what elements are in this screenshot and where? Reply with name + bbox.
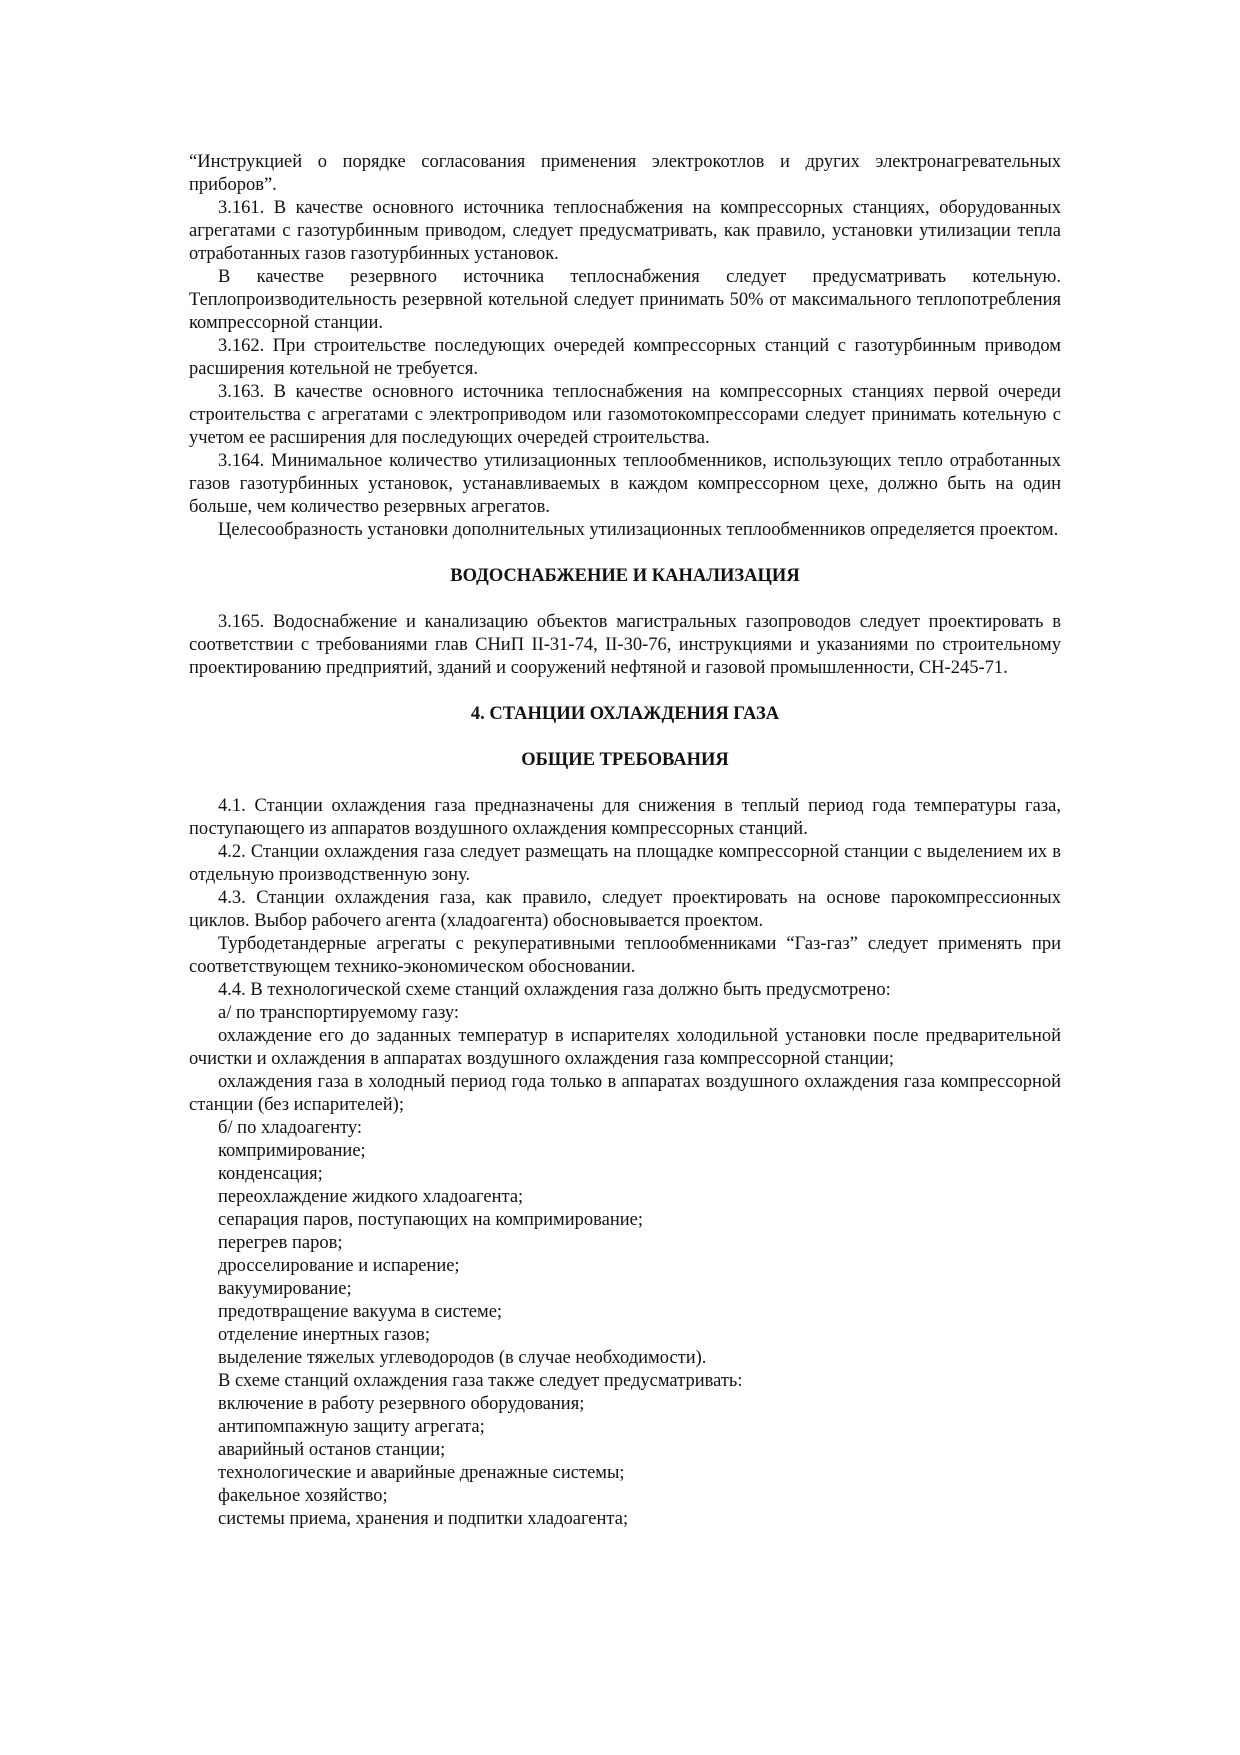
paragraph-3-161: 3.161. В качестве основного источника теплоснабжения на компрессорных станциях, оборудованных агрегатами с газотурбинным приводом, следует предусматривать, как правило, установки утилизации тепла отработанных газов газотурбинных установок.	[189, 198, 1061, 264]
list-item-cold-period: охлаждения газа в холодный период года только в аппаратах воздушного охлаждения газа компрессорной станции (без испарителей);	[189, 1072, 1061, 1115]
list-item: включение в работу резервного оборудования;	[218, 1394, 585, 1414]
list-item: системы приема, хранения и подпитки хладоагента;	[218, 1509, 629, 1529]
list-item: компримирование;	[218, 1141, 366, 1161]
document-body	[189, 151, 1061, 1531]
list-item: сепарация паров, поступающих на компримирование;	[218, 1210, 644, 1230]
paragraph-reserve-boiler: В качестве резервного источника теплоснабжения следует предусматривать котельную. Теплопроизводительность резервной котельной следует принимать 50% от максимального теплопотребления компрессорной станции.	[189, 267, 1061, 333]
paragraph-3-162: 3.162. При строительстве последующих очередей компрессорных станций с газотурбинным приводом расширения котельной не требуется.	[189, 336, 1061, 379]
paragraph-3-165: 3.165. Водоснабжение и канализацию объектов магистральных газопроводов следует проектировать в соответствии с требованиями глав СНиП II-31-74, II-30-76, инструкциями и указаниями по строительному проектированию предприятий, зданий и сооружений нефтяной и газовой промышленности, СН-245-71.	[189, 612, 1061, 678]
paragraph-4-4: 4.4. В технологической схеме станций охлаждения газа должно быть предусмотрено:	[218, 980, 891, 1000]
list-item-cooling: охлаждение его до заданных температур в испарителях холодильной установки после предварительной очистки и охлаждения в аппаратах воздушного охлаждения газа компрессорной станции;	[189, 1026, 1061, 1069]
section-heading-general-requirements: ОБЩИЕ ТРЕБОВАНИЯ	[521, 750, 729, 770]
list-item: факельное хозяйство;	[218, 1486, 388, 1506]
paragraph-3-164: 3.164. Минимальное количество утилизационных теплообменников, использующих тепло отработанных газов газотурбинных установок, устанавливаемых в каждом компрессорном цехе, должно быть на один больше, чем количество резервных агрегатов.	[189, 451, 1061, 517]
list-item: переохлаждение жидкого хладоагента;	[218, 1187, 524, 1207]
chapter-heading-gas-cooling: 4. СТАНЦИИ ОХЛАЖДЕНИЯ ГАЗА	[470, 704, 780, 724]
list-item: перегрев паров;	[218, 1233, 343, 1253]
list-heading-refrigerant: б/ по хладоагенту:	[218, 1118, 362, 1138]
list-item: предотвращение вакуума в системе;	[218, 1302, 503, 1322]
paragraph-4-3: 4.3. Станции охлаждения газа, как правило, следует проектировать на основе парокомпрессионных циклов. Выбор рабочего агента (хладоагента) обосновывается проектом.	[189, 888, 1061, 931]
list-item: вакуумирование;	[218, 1279, 352, 1299]
paragraph-turboexpander: Турбодетандерные агрегаты с рекуперативными теплообменниками “Газ-газ” следует применять при соответствующем технико-экономическом обосновании.	[189, 934, 1061, 977]
list-heading-gas: а/ по транспортируемому газу:	[218, 1003, 460, 1023]
paragraph-4-1: 4.1. Станции охлаждения газа предназначены для снижения в теплый период года температуры газа, поступающего из аппаратов воздушного охлаждения компрессорных станций.	[189, 796, 1061, 839]
list-item: отделение инертных газов;	[218, 1325, 430, 1345]
paragraph-additional-exchangers: Целесообразность установки дополнительных утилизационных теплообменников определяется проектом.	[218, 520, 1059, 540]
list-item: дросселирование и испарение;	[218, 1256, 460, 1276]
paragraph-scheme-also: В схеме станций охлаждения газа также следует предусматривать:	[218, 1371, 743, 1391]
list-item: аварийный останов станции;	[218, 1440, 446, 1460]
list-item: выделение тяжелых углеводородов (в случае необходимости).	[218, 1348, 707, 1368]
list-item: антипомпажную защиту агрегата;	[218, 1417, 485, 1437]
list-item: технологические и аварийные дренажные системы;	[218, 1463, 625, 1483]
paragraph-4-2: 4.2. Станции охлаждения газа следует размещать на площадке компрессорной станции с выделением их в отдельную производственную зону.	[189, 842, 1061, 885]
paragraph-3-163: 3.163. В качестве основного источника теплоснабжения на компрессорных станциях первой очереди строительства с агрегатами с электроприводом или газомотокомпрессорами следует принимать котельную с учетом ее расширения для последующих очередей строительства.	[189, 382, 1061, 448]
paragraph-instruction-reference: “Инструкцией о порядке согласования применения электрокотлов и других электронагревательных приборов”.	[189, 152, 1061, 195]
section-heading-water-supply: ВОДОСНАБЖЕНИЕ И КАНАЛИЗАЦИЯ	[450, 566, 800, 586]
list-item: конденсация;	[218, 1164, 323, 1184]
